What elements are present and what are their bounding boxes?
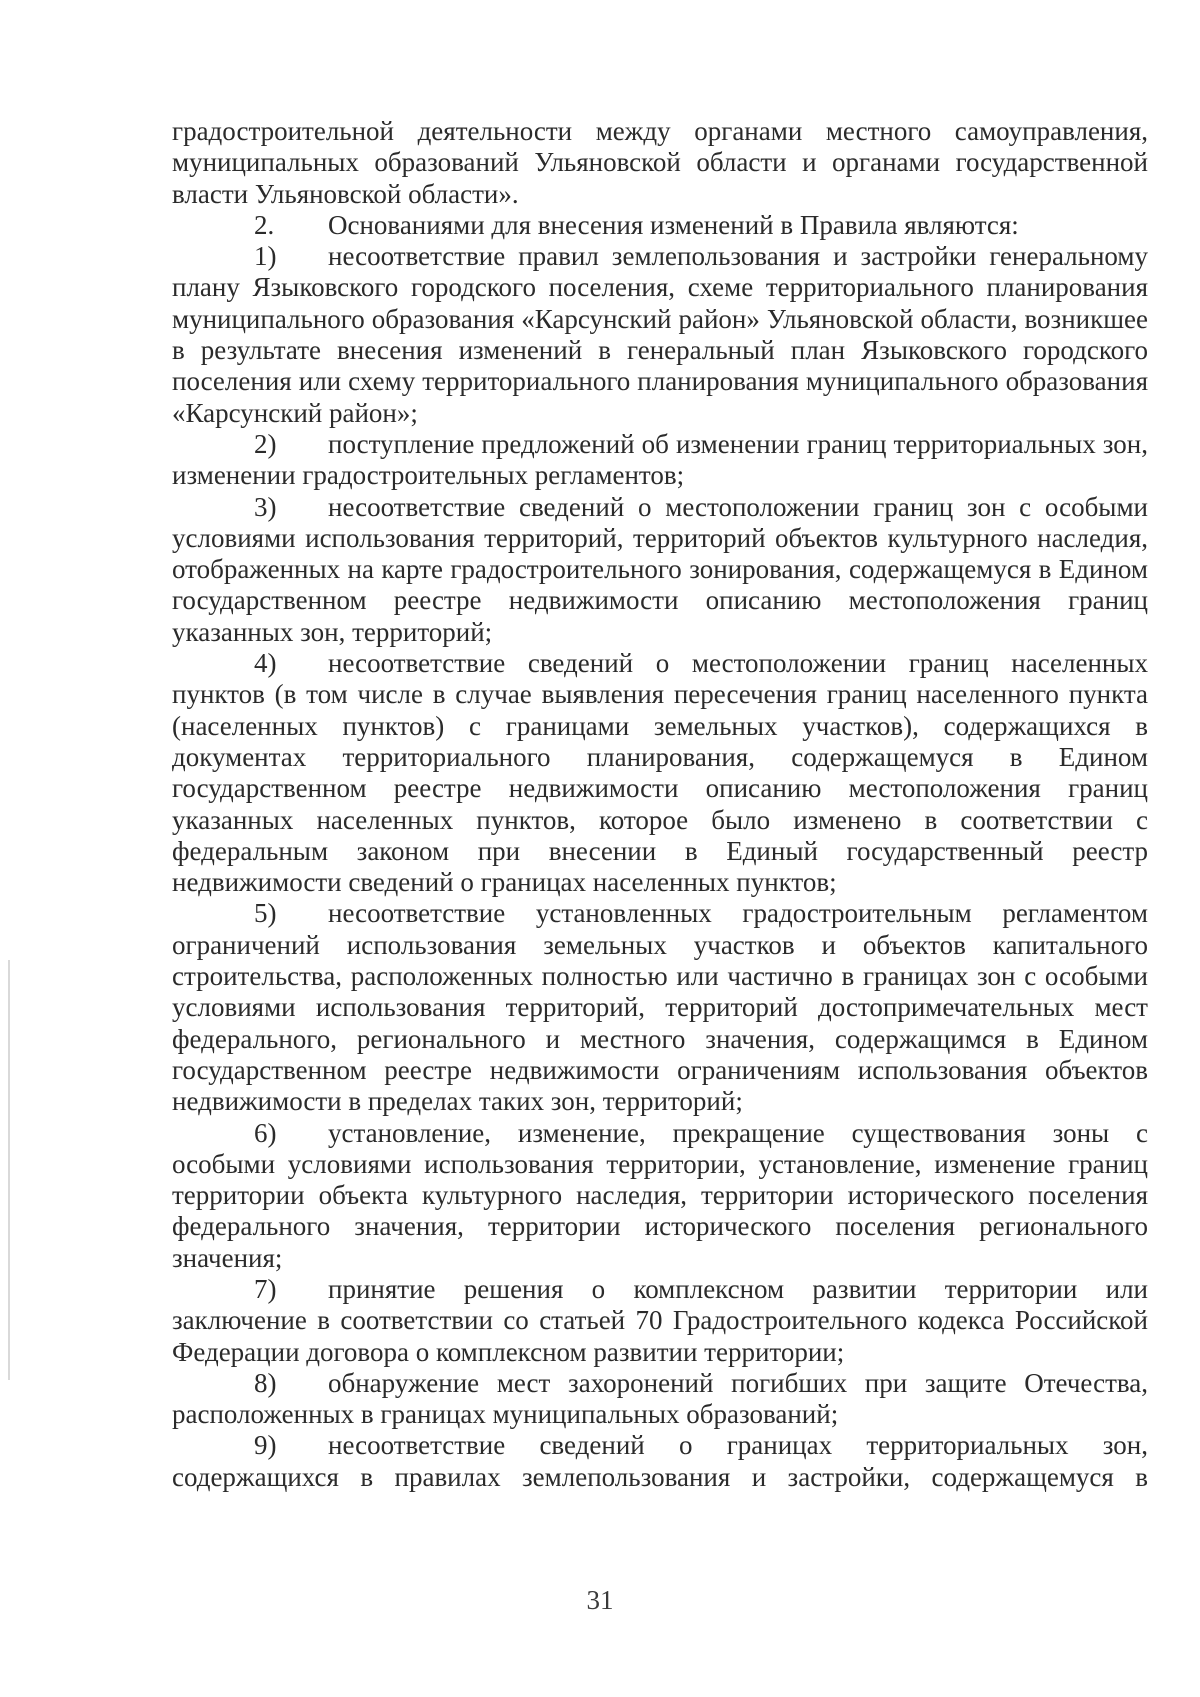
list-item-9	[172, 1430, 1148, 1493]
item-number: 6)	[254, 1117, 277, 1148]
item-text: принятие решения о комплексном развитии территории или заключение в соответствии со статьей 70 Градостроительного кодекса Российской Федерации договора о комплексном развитии территории;	[172, 1273, 1148, 1367]
item-text: поступление предложений об изменении границ территориальных зон, изменении градостроительных регламентов;	[172, 428, 1148, 491]
list-item-5	[172, 898, 1148, 1117]
item-text: несоответствие правил землепользования и застройки генеральному плану Языковского городского поселения, схеме территориального планирования муниципального образования «Карсунский район» Ульяновской области, возникшее в результате внесения изменений в генеральный план Языковского городского поселения или схему территориального планирования муниципального образования «Карсунский район»;	[172, 241, 1148, 428]
item-text: несоответствие сведений о местоположении границ зон с особыми условиями использования территорий, территорий объектов культурного наследия, отображенных на карте градостроительного зонирования, содержащемуся в Едином государственном реестре недвижимости описанию местоположения границ указанных зон, территорий;	[172, 491, 1148, 647]
scan-edge-mark	[8, 960, 10, 1380]
list-item-1	[172, 241, 1148, 429]
item-text: установление, изменение, прекращение существования зоны с особыми условиями использования территории, установление, изменение границ территории объекта культурного наследия, территории исторического поселения федерального значения, территории исторического поселения регионального значения;	[172, 1117, 1148, 1273]
item-number: 7)	[254, 1273, 277, 1304]
page-number: 31	[586, 1585, 614, 1615]
item-number: 4)	[254, 648, 277, 679]
item-number: 8)	[254, 1367, 277, 1398]
item-number: 5)	[254, 898, 277, 929]
section-number: 2.	[254, 209, 275, 240]
list-item-8	[172, 1368, 1148, 1431]
item-text: несоответствие сведений о границах территориальных зон, содержащихся в правилах землепользования и застройки, содержащемуся в	[172, 1430, 1148, 1492]
list-item-4	[172, 648, 1148, 898]
list-item-3	[172, 492, 1148, 648]
list-item-7	[172, 1274, 1148, 1368]
document-body	[172, 116, 1148, 1493]
item-text: обнаружение мест захоронений погибших при защите Отечества, расположенных в границах муниципальных образований;	[172, 1367, 1148, 1430]
item-text: несоответствие установленных градостроительным регламентом ограничений использования земельных участков и объектов капитального строительства, расположенных полностью или частично в границах зон с особыми условиями использования территорий, территорий достопримечательных мест федерального, регионального и местного значения, содержащимся в Едином государственном реестре недвижимости ограничениям использования объектов недвижимости в пределах таких зон, территорий;	[172, 898, 1148, 1117]
item-number: 1)	[254, 241, 277, 272]
section-2	[172, 210, 1148, 241]
list-item-6	[172, 1118, 1148, 1274]
item-text: несоответствие сведений о местоположении границ населенных пунктов (в том числе в случае выявления пересечения границ населенного пункта (населенных пунктов) с границами земельных участков), содержащихся в документах территориального планирования, содержащемуся в Едином государственном реестре недвижимости описанию местоположения границ указанных населенных пунктов, которое было изменено в соответствии с федеральным законом при внесении в Единый государственный реестр недвижимости сведений о границах населенных пунктов;	[172, 648, 1148, 898]
section-text: Основаниями для внесения изменений в Правила являются:	[328, 209, 1019, 240]
intro-paragraph: градостроительной деятельности между органами местного самоуправления, муниципальных образований Ульяновской области и органами государственной власти Ульяновской области».	[172, 116, 1148, 209]
item-number: 9)	[254, 1430, 277, 1461]
list-item-2	[172, 429, 1148, 492]
item-number: 2)	[254, 428, 277, 459]
item-number: 3)	[254, 491, 277, 522]
